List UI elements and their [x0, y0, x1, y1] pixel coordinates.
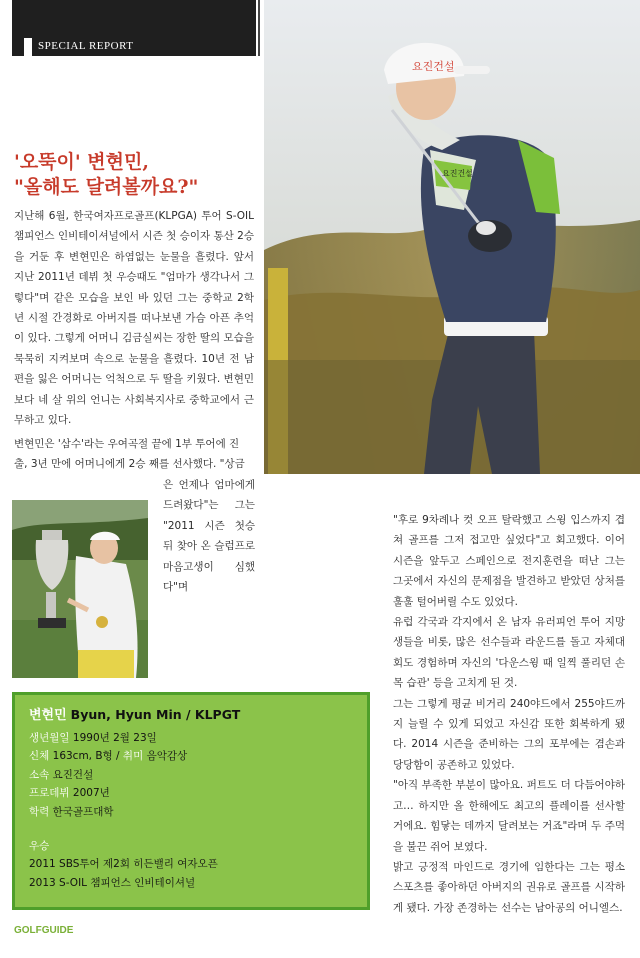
article-headline	[14, 150, 254, 200]
profile-name	[29, 705, 357, 726]
body-paragraph: "후로 9차례나 컷 오프 탈락했고 스윙 입스까지 겹쳐 골프를 그저 접고만 싶었다"고 회고했다. 이어 시즌을 앞두고 스페인으로 전지훈련을 떠난 그는 그곳에서 자신의 문제점을 발견하고 받았던 상처를 훌훌 털어버릴 수도 있었다.	[393, 514, 625, 608]
profile-key: 프로데뷔	[29, 787, 70, 800]
body-paragraph: 유럽 각국과 각지에서 온 남자 유러피언 투어 지망생들을 비롯, 많은 선수들과 라운드를 돌고 자체대회도 경험하며 자신의 '다운스윙 때 일찍 풀리던 손목 습관' 등을 고치게 된 것.	[393, 616, 625, 690]
profile-key: 생년월일	[29, 732, 70, 744]
footer-brand: GOLFGUIDE	[14, 925, 74, 936]
profile-win-item: 2013 S-OIL 챔피언스 인비테이셔널	[29, 876, 196, 889]
profile-row	[29, 784, 357, 802]
profile-key: 학력	[29, 805, 50, 818]
body-paragraph: 그는 그렇게 평균 비거리 240야드에서 255야드까지 늘릴 수 있게 되었고 자신감 또한 회복하게 됐다. 2014 시즌을 준비하는 그의 포부에는 겸손과 당당함이 공존하고 있었다.	[393, 697, 625, 771]
profile-row	[29, 803, 357, 821]
body-paragraph: 밝고 긍정적 마인드로 경기에 임한다는 그는 평소 스포츠를 좋아하던 아버지의 권유로 골프를 시작하게 됐다. 가장 존경하는 선수는 남아공의 어니엘스.	[393, 860, 625, 914]
profile-name-english: Byun, Hyun Min / KLPGT	[70, 707, 241, 722]
shirt-logo-text: 요진건설	[442, 169, 473, 178]
body-right-column	[393, 510, 625, 918]
body-paragraph: 지난해 6월, 한국여자프로골프(KLPGA) 투어 S-OIL 챔피언스 인비테이셔널에서 시즌 첫 승이자 통산 2승을 거둔 후 변현민은 하염없는 눈물을 흘렸다. 앞서 지난 2011년 데뷔 첫 우승때도 "엄마가 생각나서 그렇다"며 같은 모습을 보인 바 있던 그는 중학교 2학년 시절 간경화로 아버지를 떠나보낸 가슴 아픈 추억이 있다. 그렇게 어머니 김금실씨는 장한 딸의 모습을 묵묵히 지켜보며 속으로 눈물을 흘렸다. 10년 전 남편을 잃은 어머니는 억척으로 두 딸을 키웠다. 변현민보다 네 살 위의 언니는 사회복지사로 중학교에서 근무하고 있다.	[14, 210, 254, 427]
golfer-swing-illustration	[264, 0, 640, 474]
headline-line-2: "올해도 달려볼까요?"	[14, 176, 199, 198]
profile-key: 취미	[122, 750, 144, 763]
profile-value: 163cm, B형 /	[52, 750, 123, 763]
headline-line-1: '오뚝이' 변현민,	[14, 151, 149, 173]
header-divider	[258, 0, 260, 56]
profile-wins-label: 우승	[29, 840, 50, 853]
profile-value: 요진건설	[52, 768, 94, 781]
cap-logo-text: 요진건설	[412, 60, 455, 73]
profile-row	[29, 766, 357, 784]
profile-value: 1990년 2월 23일	[72, 732, 157, 744]
trophy-photo-illustration	[12, 500, 148, 678]
body-left-wrap-paragraph	[14, 434, 254, 475]
profile-value: 2007년	[72, 787, 110, 800]
body-line: 변현민은 '삼수'라는 우여곡절 끝에 1부 투어에 진	[14, 438, 240, 450]
profile-value: 한국골프대학	[52, 805, 114, 818]
profile-row	[29, 747, 357, 765]
section-header-bar	[12, 0, 256, 56]
body-left-column	[14, 206, 254, 430]
profile-win-item: 2011 SBS투어 제2회 히든밸리 여자오픈	[29, 858, 218, 871]
golfer-swing-photo	[264, 0, 640, 474]
profile-row	[29, 729, 357, 747]
player-profile-box	[12, 692, 370, 910]
profile-key: 소속	[29, 768, 50, 781]
body-side-text: 은 언제나 엄마에게 드려왔다"는 그는 "2011 시즌 첫승 뒤 찾아 온 슬럼프로 마음고생이 심했다"며	[163, 479, 255, 594]
profile-key: 신체	[29, 750, 50, 763]
body-line: 출, 3년 만에 어머니에게 2승 째를 선사했다. "상금	[14, 458, 245, 471]
header-notch	[24, 38, 32, 56]
body-paragraph: "아직 부족한 부분이 많아요. 퍼트도 더 다듬어야하고… 하지만 올 한해에도 최고의 플레이를 선사할거에요. 힘닿는 데까지 달려보는 거죠"라며 두 주먹을 불끈 쥐어 보였다.	[393, 779, 625, 853]
profile-name-korean: 변현민	[29, 708, 67, 723]
profile-value: 음악감상	[146, 750, 188, 763]
section-label: SPECIAL REPORT	[38, 40, 134, 52]
trophy-photo	[12, 500, 148, 678]
